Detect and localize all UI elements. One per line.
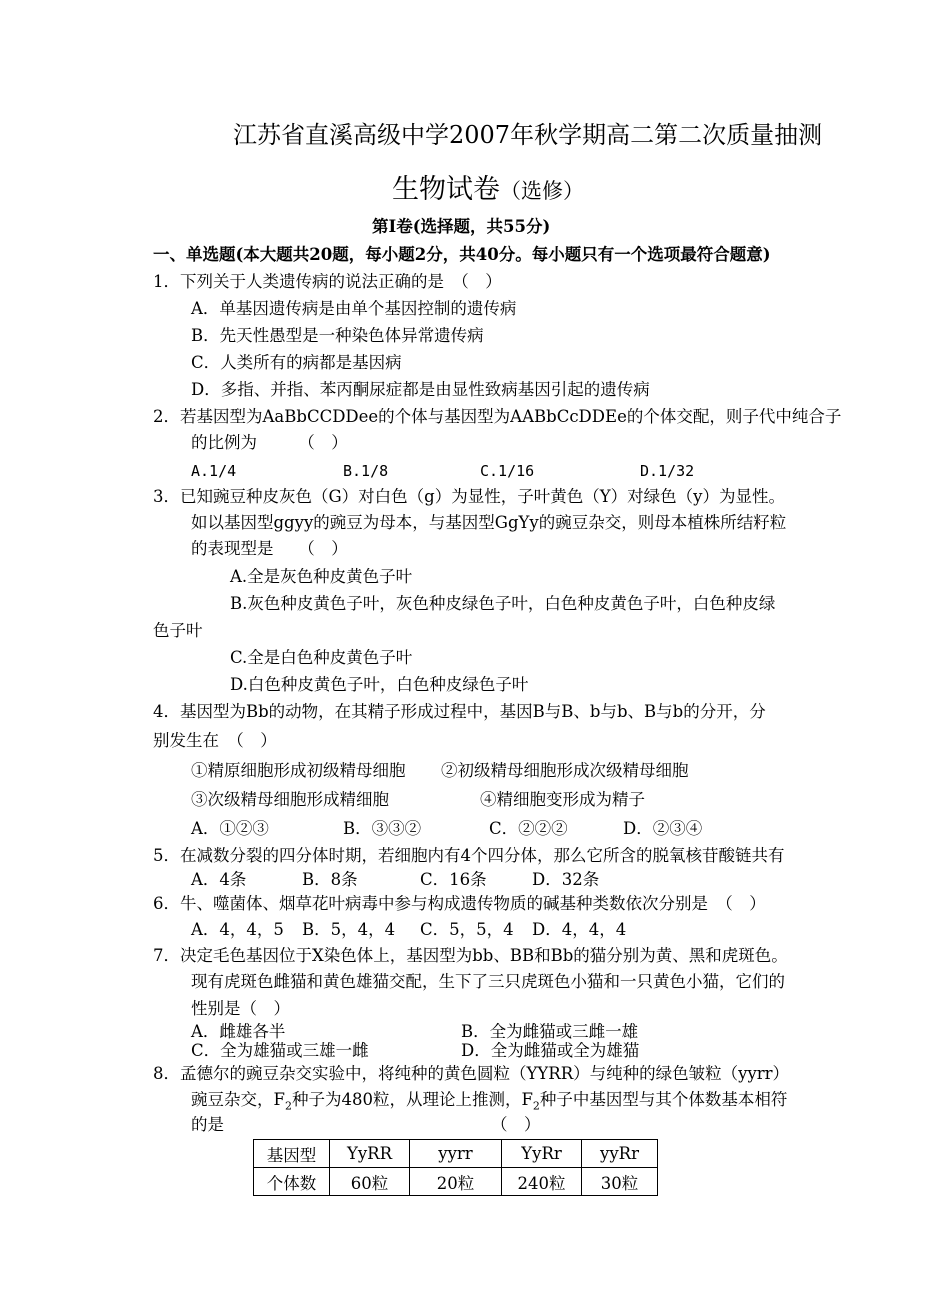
q1-option-d: D．多指、并指、苯丙酮尿症都是由显性致病基因引起的遗传病 [191, 380, 650, 399]
q2-option-b: B.1/8 [343, 462, 389, 480]
table-cell: 30粒 [582, 1168, 658, 1196]
q8-subscript-1: 2 [284, 1099, 292, 1113]
q7-option-d: D．全为雌猫或全为雄猫 [461, 1041, 640, 1060]
q6-option-a: A．4，4，5 [191, 920, 284, 939]
q3-option-b-line1: B.灰色种皮黄色子叶，灰色种皮绿色子叶，白色种皮黄色子叶，白色种皮绿 [230, 594, 776, 613]
q8-answer-paren: （ ） [491, 1115, 541, 1134]
q3-option-a: A.全是灰色种皮黄色子叶 [230, 567, 413, 586]
q6-option-d: D．4，4，4 [532, 920, 627, 939]
q4-stage-4: ④精细胞变形成为精子 [480, 790, 645, 809]
q4-stem-line2: 别发生在 （ ） [153, 731, 277, 750]
table-header-cell: 基因型 [254, 1140, 330, 1168]
table-cell: 60粒 [330, 1168, 410, 1196]
table-header-cell: YyRr [502, 1140, 582, 1168]
q6-option-c: C．5，5，4 [420, 920, 514, 939]
exam-school-title: 江苏省直溪高级中学2007年秋学期高二第二次质量抽测 [233, 121, 823, 149]
q3-option-c: C.全是白色种皮黄色子叶 [230, 648, 413, 667]
subject-paren: （选修） [500, 179, 584, 203]
q8-text-mid: 种子为480粒，从理论上推测，F [291, 1090, 533, 1109]
q1-stem: 1．下列关于人类遗传病的说法正确的是 （ ） [153, 272, 502, 291]
q2-stem-line1: 2．若基因型为AaBbCCDDee的个体与基因型为AABbCcDDEe的个体交配，则子代中纯合子 [153, 407, 842, 426]
section-title: 第Ⅰ卷(选择题，共55分) [372, 217, 551, 236]
q1-option-b: B．先天性愚型是一种染色体异常遗传病 [191, 326, 484, 345]
q4-stage-2: ②初级精母细胞形成次级精母细胞 [441, 761, 689, 780]
q2-option-a: A.1/4 [191, 462, 237, 480]
genotype-table [253, 1139, 658, 1196]
q8-subscript-2: 2 [532, 1099, 540, 1113]
q4-option-d: D．②③④ [623, 819, 703, 838]
q6-option-b: B．5，4，4 [302, 920, 396, 939]
q4-stem-line1: 4．基因型为Bb的动物，在其精子形成过程中，基因B与B、b与b、B与b的分开，分 [153, 702, 766, 721]
table-cell: 20粒 [410, 1168, 502, 1196]
q4-option-b: B．③③② [343, 819, 422, 838]
q3-option-d: D.白色种皮黄色子叶，白色种皮绿色子叶 [230, 675, 529, 694]
q5-stem: 5．在减数分裂的四分体时期，若细胞内有4个四分体，那么它所含的脱氧核苷酸链共有 [153, 846, 785, 865]
q5-option-d: D．32条 [532, 870, 600, 889]
q8-stem-line1: 8．孟德尔的豌豆杂交实验中，将纯种的黄色圆粒（YYRR）与纯种的绿色皱粒（yyrr） [153, 1064, 790, 1083]
exam-subject-title [392, 172, 584, 209]
q4-option-c: C．②②② [489, 819, 568, 838]
q3-stem-line3: 的表现型是 （ ） [191, 539, 348, 558]
q5-option-b: B．8条 [302, 870, 358, 889]
q2-option-d: D.1/32 [640, 462, 695, 480]
table-header-cell: yyrr [410, 1140, 502, 1168]
subject-name: 生物试卷 [392, 174, 500, 205]
q6-stem: 6．牛、噬菌体、烟草花叶病毒中参与构成遗传物质的碱基种类数依次分别是 （ ） [153, 894, 766, 913]
q7-option-c: C．全为雄猫或三雄一雌 [191, 1041, 369, 1060]
q3-option-b-line2: 色子叶 [153, 621, 203, 640]
q4-stage-1: ①精原细胞形成初级精母细胞 [191, 761, 406, 780]
q7-stem-line1: 7．决定毛色基因位于X染色体上，基因型为bb、BB和Bb的猫分别为黄、黑和虎斑色。 [153, 946, 788, 965]
q1-option-a: A．单基因遗传病是由单个基因控制的遗传病 [191, 299, 517, 318]
part-heading: 一、单选题(本大题共20题，每小题2分，共40分。每小题只有一个选项最符合题意) [153, 245, 771, 264]
q8-text-post: 种子中基因型与其个体数基本相符 [539, 1090, 788, 1109]
q2-stem-line2: 的比例为 （ ） [191, 433, 348, 452]
q7-option-a: A．雌雄各半 [191, 1022, 286, 1041]
table-cell: 个体数 [254, 1168, 330, 1196]
q4-option-a: A．①②③ [191, 819, 269, 838]
q3-stem-line1: 3．已知豌豆种皮灰色（G）对白色（g）为显性，子叶黄色（Y）对绿色（y）为显性。 [153, 487, 785, 506]
q7-stem-line2: 现有虎斑色雌猫和黄色雄猫交配，生下了三只虎斑色小猫和一只黄色小猫，它们的 [191, 972, 785, 991]
table-cell: 240粒 [502, 1168, 582, 1196]
table-row [254, 1140, 658, 1168]
table-header-cell: YyRR [330, 1140, 410, 1168]
q7-option-b: B．全为雌猫或三雌一雄 [461, 1022, 639, 1041]
q3-stem-line2: 如以基因型ggyy的豌豆为母本，与基因型GgYy的豌豆杂交，则母本植株所结籽粒 [191, 513, 787, 532]
q7-stem-line3: 性别是（ ） [191, 999, 290, 1018]
q1-option-c: C．人类所有的病都是基因病 [191, 353, 402, 372]
table-row [254, 1168, 658, 1196]
table-header-cell: yyRr [582, 1140, 658, 1168]
q8-stem-line3: 的是 [191, 1115, 224, 1134]
q4-stage-3: ③次级精母细胞形成精细胞 [191, 790, 389, 809]
q2-option-c: C.1/16 [480, 462, 535, 480]
q8-stem-line2 [191, 1089, 787, 1117]
q8-text-pre: 豌豆杂交，F [191, 1090, 285, 1109]
q5-option-a: A．4条 [191, 870, 247, 889]
q5-option-c: C．16条 [420, 870, 487, 889]
